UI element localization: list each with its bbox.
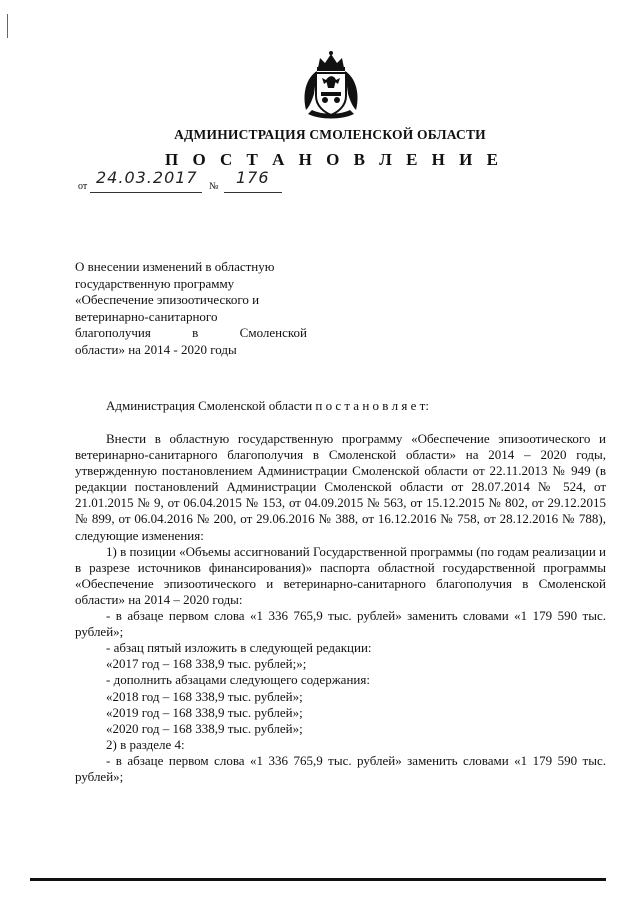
number-underline: [224, 192, 282, 193]
paragraph: - дополнить абзацами следующего содержания:: [106, 672, 370, 688]
paragraph: - в абзаце первом слова «1 336 765,9 тыс. рублей» заменить словами «1 179 590 тыс. рублей»;: [75, 752, 606, 784]
paragraph: «2020 год – 168 338,9 тыс. рублей»;: [106, 720, 303, 736]
paragraph: - в абзаце первом слова «1 336 765,9 тыс. рублей» заменить словами «1 179 590 тыс. рублей»;: [75, 608, 606, 640]
document-subject: [75, 259, 307, 358]
subject-line: благополучия в Смоленской: [75, 325, 307, 340]
number-label: №: [209, 181, 219, 192]
scan-bottom-edge: [30, 878, 606, 881]
paragraph: «2018 год – 168 338,9 тыс. рублей»;: [106, 688, 303, 704]
subject-line: государственную программу: [75, 275, 235, 291]
date-value: 24.03.2017: [96, 168, 198, 187]
decree-body: [75, 431, 606, 785]
decree-intro: Администрация Смоленской области п о с т а н о в л я е т:: [106, 398, 429, 413]
scan-edge-mark: [7, 14, 8, 38]
paragraph: «2017 год – 168 338,9 тыс. рублей;»;: [106, 656, 307, 672]
number-value: 176: [236, 168, 270, 187]
date-label: от: [78, 181, 88, 192]
paragraph: Внести в областную государственную программу «Обеспечение эпизоотического и ветеринарно-санитарного благополучия в Смоленской области» на 2014 – 2020 годы, утвержденную постановлением Администрации Смоленской области от 22.11.2013 № 949 (в редакции постановлений Администрации Смоленской области от 28.07.2014 № 524, от 21.01.2015 № 9, от 06.04.2015 № 153, от 04.09.2015 № 563, от 15.12.2015 № 802, от 29.12.2015 № 899, от 06.04.2016 № 200, от 29.06.2016 № 388, от 16.12.2016 № 758, от 28.12.2016 № 788), следующие изменения:: [75, 431, 606, 543]
paragraph: - абзац пятый изложить в следующей редакции:: [106, 640, 372, 656]
subject-line: «Обеспечение эпизоотического и: [75, 292, 260, 307]
paragraph: 1) в позиции «Объемы ассигнований Государственной программы (по годам реализации и в разрезе источников финансирования)» паспорта областной государственной программы «Обеспечение эпизоотического и ветеринарно-санитарного благополучия в Смоленской области» на 2014 – 2020 годы:: [75, 543, 606, 607]
subject-line: области» на 2014 - 2020 годы: [75, 341, 237, 357]
document-type: П О С Т А Н О В Л Е Н И Е: [165, 150, 503, 169]
coat-of-arms-icon: [298, 50, 364, 120]
subject-line: О внесении изменений в областную: [75, 259, 275, 274]
agency-name: АДМИНИСТРАЦИЯ СМОЛЕНСКОЙ ОБЛАСТИ: [174, 127, 486, 142]
paragraph: 2) в разделе 4:: [106, 736, 185, 752]
paragraph: «2019 год – 168 338,9 тыс. рублей»;: [106, 704, 303, 720]
subject-line: ветеринарно-санитарного: [75, 308, 218, 324]
date-underline: [90, 192, 202, 193]
